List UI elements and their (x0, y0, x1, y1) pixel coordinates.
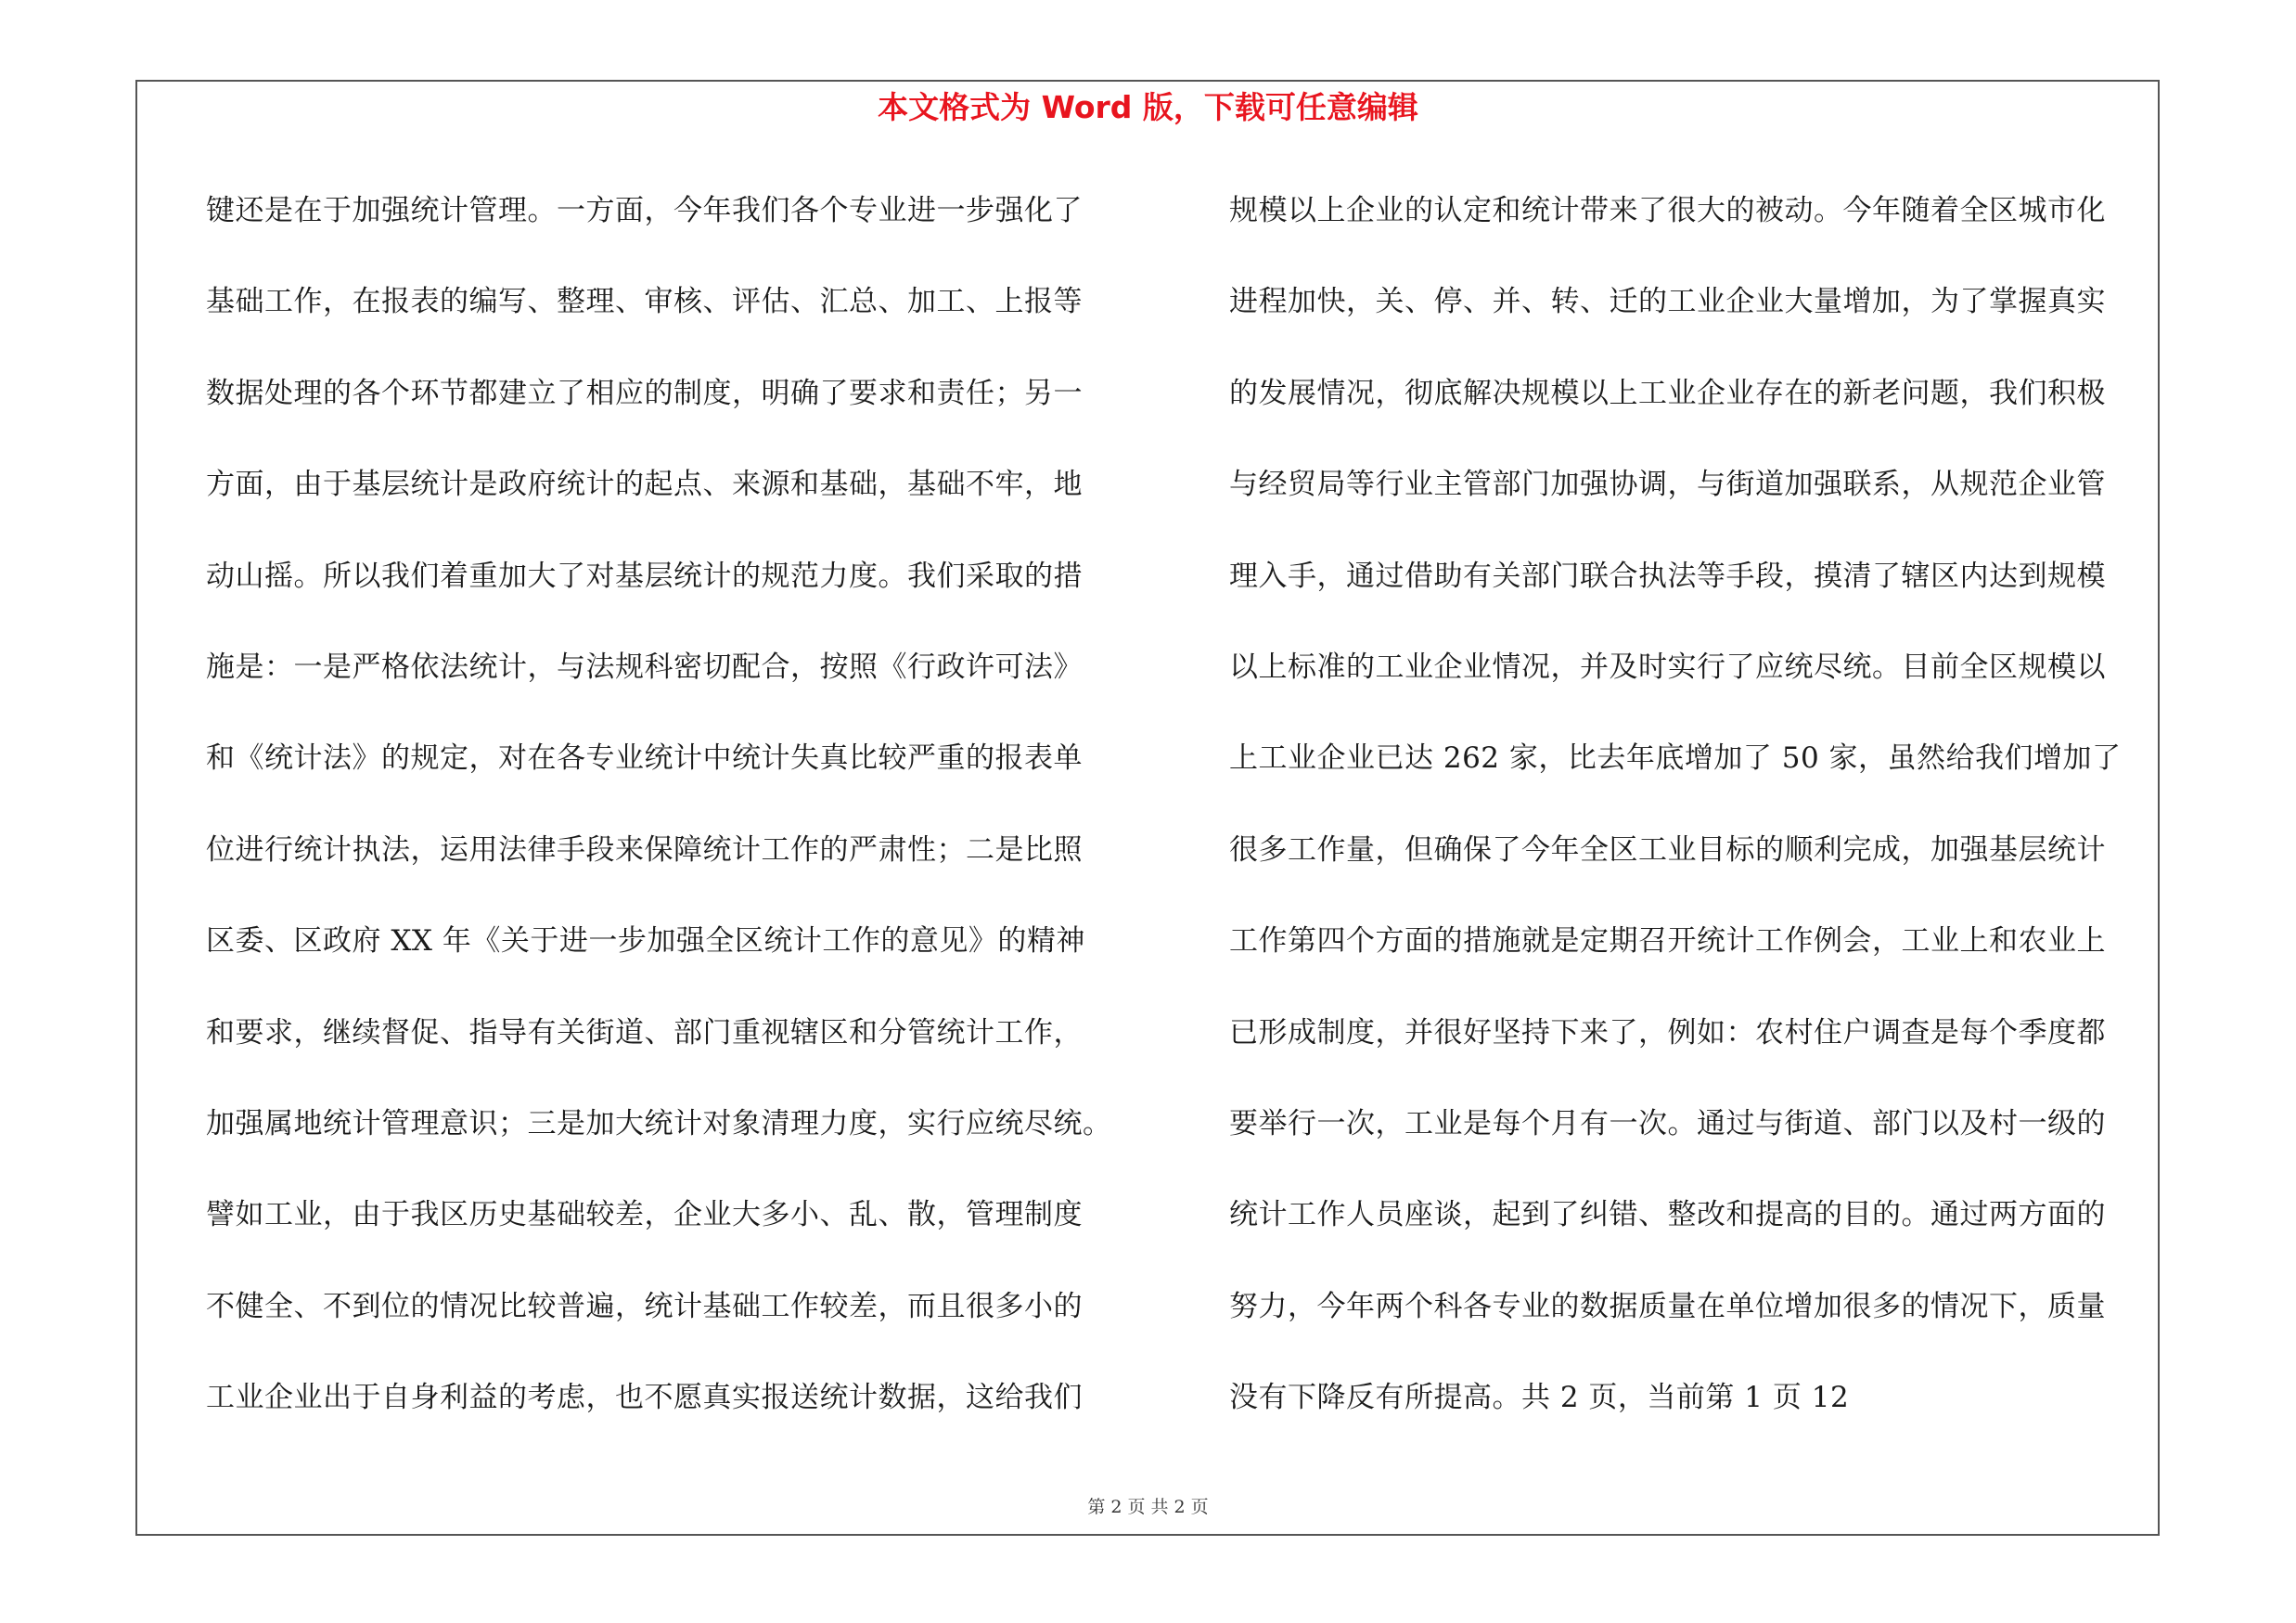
text-line: 方面，由于基层统计是政府统计的起点、来源和基础，基础不牢，地 (206, 468, 1083, 502)
left-text-column (206, 181, 1152, 1459)
text-line: 位进行统计执法，运用法律手段来保障统计工作的严肃性；二是比照 (206, 832, 1083, 867)
text-line: 键还是在于加强统计管理。一方面，今年我们各个专业进一步强化了 (206, 194, 1083, 227)
text-line: 努力，今年两个科各专业的数据质量在单位增加很多的情况下，质量 (1229, 1289, 2106, 1323)
text-line: 没有下降反有所提高。共 2 页，当前第 1 页 12 (1229, 1381, 1850, 1415)
text-line: 的发展情况，彻底解决规模以上工业企业存在的新老问题，我们积极 (1229, 376, 2106, 410)
text-line: 工作第四个方面的措施就是定期召开统计工作例会，工业上和农业上 (1229, 924, 2106, 959)
text-line: 很多工作量，但确保了今年全区工业目标的顺利完成，加强基层统计 (1229, 832, 2106, 867)
text-line: 规模以上企业的认定和统计带来了很大的被动。今年随着全区城市化 (1229, 194, 2106, 227)
text-line: 基础工作，在报表的编写、整理、审核、评估、汇总、加工、上报等 (206, 285, 1083, 319)
text-line: 进程加快，关、停、并、转、迁的工业企业大量增加，为了掌握真实 (1229, 285, 2106, 319)
text-line: 数据处理的各个环节都建立了相应的制度，明确了要求和责任；另一 (206, 376, 1083, 410)
text-line: 譬如工业，由于我区历史基础较差，企业大多小、乱、散，管理制度 (206, 1198, 1083, 1232)
text-line: 区委、区政府 XX 年《关于进一步加强全区统计工作的意见》的精神 (206, 924, 1085, 959)
text-line: 已形成制度，并很好坚持下来了，例如：农村住户调查是每个季度都 (1229, 1015, 2106, 1050)
text-line: 与经贸局等行业主管部门加强协调，与街道加强联系，从规范企业管 (1229, 468, 2106, 502)
text-line: 和要求，继续督促、指导有关街道、部门重视辖区和分管统计工作， (206, 1015, 1083, 1050)
text-line: 工业企业出于自身利益的考虑，也不愿真实报送统计数据，这给我们 (206, 1381, 1083, 1415)
text-line: 施是：一是严格依法统计，与法规科密切配合，按照《行政许可法》 (206, 650, 1083, 684)
text-line: 理入手，通过借助有关部门联合执法等手段，摸清了辖区内达到规模 (1229, 559, 2106, 593)
right-text-column (1229, 181, 2157, 1459)
text-line: 统计工作人员座谈，起到了纠错、整改和提高的目的。通过两方面的 (1229, 1198, 2106, 1232)
text-line: 上工业企业已达 262 家，比去年底增加了 50 家，虽然给我们增加了 (1229, 741, 2122, 776)
text-line: 和《统计法》的规定，对在各专业统计中统计失真比较严重的报表单 (206, 741, 1083, 776)
page-number-footer: 第 2 页 共 2 页 (1087, 1497, 1209, 1517)
text-line: 动山摇。所以我们着重加大了对基层统计的规范力度。我们采取的措 (206, 559, 1083, 593)
text-line: 加强属地统计管理意识；三是加大统计对象清理力度，实行应统尽统。 (206, 1106, 1112, 1140)
text-line: 以上标准的工业企业情况，并及时实行了应统尽统。目前全区规模以 (1229, 650, 2106, 684)
header-banner: 本文格式为 Word 版，下载可任意编辑 (878, 89, 1418, 125)
text-line: 要举行一次，工业是每个月有一次。通过与街道、部门以及村一级的 (1229, 1106, 2106, 1140)
text-line: 不健全、不到位的情况比较普遍，统计基础工作较差，而且很多小的 (206, 1289, 1083, 1323)
